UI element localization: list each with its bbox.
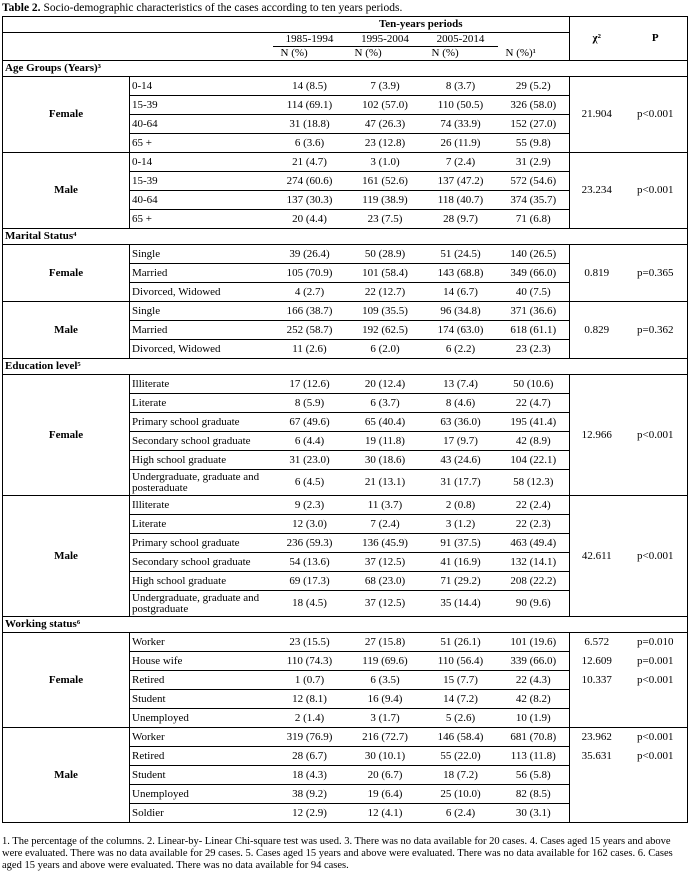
count-percent-cell: 30 (3.1) xyxy=(498,804,570,823)
p-value xyxy=(624,785,688,804)
chi-square-value: 35.631 xyxy=(581,749,612,762)
count-percent-cell: 14 (8.5) xyxy=(273,77,347,96)
table-caption-text: Socio-demographic characteristics of the cases according to ten years periods. xyxy=(40,2,403,14)
count-percent-cell: 22 (4.3) xyxy=(498,671,570,690)
count-percent-cell: 30 (18.6) xyxy=(347,451,424,470)
row-label: Primary school graduate xyxy=(130,534,273,553)
count-percent-cell: 8 (5.9) xyxy=(273,394,347,413)
count-percent-cell: 2 (1.4) xyxy=(294,711,325,724)
count-percent-cell: 91 (37.5) xyxy=(424,534,498,553)
p-value: p=0.365 xyxy=(637,266,674,279)
count-percent-cell: 19 (6.4) xyxy=(347,785,424,804)
count-percent-cell: 23 (2.3) xyxy=(498,340,570,359)
count-percent-cell: 18 (4.3) xyxy=(273,766,347,785)
count-percent-cell: 47 (26.3) xyxy=(347,115,424,134)
count-percent-cell: 118 (40.7) xyxy=(424,191,498,210)
count-percent-cell: 140 (26.5) xyxy=(498,245,570,264)
count-percent-cell: 113 (11.8) xyxy=(498,747,570,766)
count-percent-cell: 40 (7.5) xyxy=(498,283,570,302)
count-percent-cell: 236 (59.3) xyxy=(273,534,347,553)
count-percent-cell: 137 (30.3) xyxy=(273,191,347,210)
row-label: Student xyxy=(130,766,273,785)
count-percent-cell: 5 (2.6) xyxy=(445,711,476,724)
row-label: Undergraduate, graduate and postgraduate xyxy=(132,591,260,615)
count-percent-cell: 11 (2.6) xyxy=(292,342,327,355)
count-percent-cell: 26 (11.9) xyxy=(440,136,481,149)
count-percent-cell: 23 (15.5) xyxy=(273,633,347,652)
table-caption-label: Table 2. xyxy=(2,2,41,14)
count-percent-cell: 463 (49.4) xyxy=(498,534,570,553)
chi-square-value xyxy=(570,690,624,709)
p-value xyxy=(624,766,688,785)
section-header-row xyxy=(3,229,688,245)
p-value: p<0.001 xyxy=(624,496,688,617)
count-percent-cell: 3 (1.0) xyxy=(347,153,424,172)
count-percent-cell: 326 (58.0) xyxy=(498,96,570,115)
count-percent-cell: 6 (3.6) xyxy=(294,136,325,149)
p-value: p<0.001 xyxy=(624,728,688,747)
chi-square-value: 12.609 xyxy=(581,654,612,667)
count-percent-cell: 1 (0.7) xyxy=(273,671,347,690)
count-percent-cell: 6 (2.2) xyxy=(445,342,476,355)
count-percent-cell: 55 (22.0) xyxy=(424,747,498,766)
count-percent-cell: 9 (2.3) xyxy=(273,496,347,515)
table-caption xyxy=(2,2,402,14)
p-value: p=0.362 xyxy=(624,302,688,359)
row-label: Student xyxy=(130,690,273,709)
count-percent-cell: 146 (58.4) xyxy=(424,728,498,747)
count-percent-cell: 58 (12.3) xyxy=(498,470,570,496)
n-percent-header: N (%) xyxy=(431,47,459,59)
count-percent-cell: 43 (24.6) xyxy=(424,451,498,470)
count-percent-cell: 6 (4.5) xyxy=(294,476,325,488)
count-percent-cell: 28 (6.7) xyxy=(273,747,347,766)
count-percent-cell: 38 (9.2) xyxy=(273,785,347,804)
count-percent-cell: 101 (19.6) xyxy=(498,633,570,652)
count-percent-cell: 69 (17.3) xyxy=(273,572,347,591)
count-percent-cell: 22 (12.7) xyxy=(364,285,406,298)
count-percent-cell: 41 (16.9) xyxy=(424,553,498,572)
ten-year-periods-header: Ten-years periods xyxy=(273,17,570,33)
count-percent-cell: 31 (17.7) xyxy=(440,476,481,488)
count-percent-cell: 8 (4.6) xyxy=(424,394,498,413)
count-percent-cell: 3 (1.7) xyxy=(370,711,400,724)
row-label: Illiterate xyxy=(130,496,273,515)
row-label: Single xyxy=(130,245,273,264)
row-label: Unemployed xyxy=(132,711,189,724)
chi-square-value: 10.337 xyxy=(581,673,612,686)
count-percent-cell: 137 (47.2) xyxy=(424,172,498,191)
count-percent-cell: 29 (5.2) xyxy=(498,77,570,96)
count-percent-cell: 6 (4.4) xyxy=(273,432,347,451)
period-header: 2005-2014 xyxy=(424,33,498,47)
count-percent-cell: 23 (12.8) xyxy=(364,136,406,149)
count-percent-cell: 37 (12.5) xyxy=(347,553,424,572)
count-percent-cell: 6 (2.4) xyxy=(445,806,476,819)
chi-square-value: 23.962 xyxy=(570,728,624,747)
count-percent-cell: 6 (2.0) xyxy=(370,342,400,355)
p-value xyxy=(624,709,688,728)
demographics-table xyxy=(2,16,688,823)
row-label: Undergraduate, graduate and posteraduate xyxy=(132,470,260,494)
row-label: 0-14 xyxy=(130,153,273,172)
count-percent-cell: 20 (6.7) xyxy=(347,766,424,785)
table-row xyxy=(3,496,688,515)
n-percent-header: N (%)¹ xyxy=(505,46,536,59)
count-percent-cell: 114 (69.1) xyxy=(273,96,347,115)
p-value: p=0.010 xyxy=(637,635,674,648)
count-percent-cell: 105 (70.9) xyxy=(273,264,347,283)
count-percent-cell: 28 (9.7) xyxy=(443,212,478,225)
n-percent-header: N (%) xyxy=(280,47,308,59)
count-percent-cell: 6 (3.5) xyxy=(347,671,424,690)
row-label: Divorced, Widowed xyxy=(132,285,221,298)
row-label: Married xyxy=(130,321,273,340)
count-percent-cell: 274 (60.6) xyxy=(273,172,347,191)
count-percent-cell: 37 (12.5) xyxy=(364,597,406,609)
group-label: Male xyxy=(3,728,130,823)
count-percent-cell: 71 (6.8) xyxy=(498,210,570,229)
count-percent-cell: 17 (9.7) xyxy=(424,432,498,451)
group-label: Male xyxy=(3,153,130,229)
table-body xyxy=(3,61,688,823)
chi-square-value xyxy=(570,766,624,785)
count-percent-cell: 13 (7.4) xyxy=(424,375,498,394)
table-row xyxy=(3,302,688,321)
p-value xyxy=(624,804,688,823)
count-percent-cell: 22 (2.3) xyxy=(498,515,570,534)
count-percent-cell: 74 (33.9) xyxy=(424,115,498,134)
group-label: Female xyxy=(3,375,130,496)
count-percent-cell: 54 (13.6) xyxy=(273,553,347,572)
table-footnote: 1. The percentage of the columns. 2. Linear-by- Linear Chi-square test was used. 3. There was no data available for 20 cases. 4. Cases aged 15 years and above were evaluated. There was no data available for 29 cases. 5. Cases aged 15 years and above were evaluated. There was no data available for 162 cases. 6. Cases aged 15 years and above were evaluated. There was no data available for 94 cases. xyxy=(2,836,673,871)
count-percent-cell: 22 (2.4) xyxy=(498,496,570,515)
count-percent-cell: 681 (70.8) xyxy=(498,728,570,747)
p-value: p<0.001 xyxy=(637,673,674,686)
count-percent-cell: 110 (50.5) xyxy=(424,96,498,115)
row-label: 65 + xyxy=(132,212,152,225)
count-percent-cell: 174 (63.0) xyxy=(424,321,498,340)
count-percent-cell: 15 (7.7) xyxy=(424,671,498,690)
row-label: Literate xyxy=(130,515,273,534)
row-label: 0-14 xyxy=(130,77,273,96)
count-percent-cell: 50 (28.9) xyxy=(347,245,424,264)
row-label: Illiterate xyxy=(130,375,273,394)
table-row xyxy=(3,153,688,172)
period-header: 1995-2004 xyxy=(347,33,424,47)
count-percent-cell: 31 (23.0) xyxy=(273,451,347,470)
count-percent-cell: 23 (7.5) xyxy=(367,212,403,225)
section-header-row xyxy=(3,617,688,633)
chi-square-value: 6.572 xyxy=(584,635,610,648)
count-percent-cell: 166 (38.7) xyxy=(273,302,347,321)
group-label: Female xyxy=(3,633,130,728)
count-percent-cell: 101 (58.4) xyxy=(347,264,424,283)
count-percent-cell: 50 (10.6) xyxy=(498,375,570,394)
count-percent-cell: 216 (72.7) xyxy=(347,728,424,747)
count-percent-cell: 39 (26.4) xyxy=(273,245,347,264)
n-percent-header: N (%) xyxy=(354,47,382,59)
row-label: Retired xyxy=(130,747,273,766)
count-percent-cell: 119 (38.9) xyxy=(347,191,424,210)
group-label: Male xyxy=(3,302,130,359)
row-label: 40-64 xyxy=(130,191,273,210)
row-label: Worker xyxy=(130,728,273,747)
chi-square-value xyxy=(570,709,624,728)
count-percent-cell: 96 (34.8) xyxy=(424,302,498,321)
count-percent-cell: 22 (4.7) xyxy=(498,394,570,413)
count-percent-cell: 18 (7.2) xyxy=(424,766,498,785)
count-percent-cell: 208 (22.2) xyxy=(498,572,570,591)
count-percent-cell: 14 (6.7) xyxy=(443,285,478,298)
row-label: Primary school graduate xyxy=(130,413,273,432)
row-label: Married xyxy=(130,264,273,283)
count-percent-cell: 12 (3.0) xyxy=(273,515,347,534)
count-percent-cell: 8 (3.7) xyxy=(424,77,498,96)
count-percent-cell: 618 (61.1) xyxy=(498,321,570,340)
count-percent-cell: 12 (8.1) xyxy=(273,690,347,709)
chi-square-value: 23.234 xyxy=(570,153,624,229)
count-percent-cell: 68 (23.0) xyxy=(347,572,424,591)
chi-square-value: 21.904 xyxy=(581,108,612,120)
section-title: Education level⁵ xyxy=(3,359,688,375)
count-percent-cell: 572 (54.6) xyxy=(498,172,570,191)
count-percent-cell: 51 (26.1) xyxy=(424,633,498,652)
row-label: High school graduate xyxy=(130,451,273,470)
p-value-header: P xyxy=(651,32,659,44)
p-value: p<0.001 xyxy=(637,108,674,120)
chi-square-value: 42.611 xyxy=(570,496,624,617)
table-row xyxy=(3,633,688,652)
count-percent-cell: 6 (3.7) xyxy=(347,394,424,413)
count-percent-cell: 14 (7.2) xyxy=(424,690,498,709)
count-percent-cell: 119 (69.6) xyxy=(347,652,424,671)
chi-square-value: 0.829 xyxy=(570,302,624,359)
group-label: Female xyxy=(3,245,130,302)
count-percent-cell: 18 (4.5) xyxy=(292,597,327,609)
count-percent-cell: 110 (56.4) xyxy=(424,652,498,671)
count-percent-cell: 10 (1.9) xyxy=(498,709,570,728)
group-label: Male xyxy=(3,496,130,617)
count-percent-cell: 19 (11.8) xyxy=(347,432,424,451)
row-label: Soldier xyxy=(132,806,164,819)
count-percent-cell: 110 (74.3) xyxy=(273,652,347,671)
p-value: p<0.001 xyxy=(637,749,674,762)
count-percent-cell: 63 (36.0) xyxy=(424,413,498,432)
row-label: Divorced, Widowed xyxy=(132,342,221,355)
chi-square-value xyxy=(570,804,624,823)
count-percent-cell: 3 (1.2) xyxy=(424,515,498,534)
row-label: Worker xyxy=(130,633,273,652)
count-percent-cell: 374 (35.7) xyxy=(498,191,570,210)
count-percent-cell: 82 (8.5) xyxy=(498,785,570,804)
count-percent-cell: 35 (14.4) xyxy=(440,597,481,609)
table-row xyxy=(3,245,688,264)
count-percent-cell: 12 (2.9) xyxy=(292,806,327,819)
count-percent-cell: 21 (13.1) xyxy=(364,476,406,488)
row-label: 65 + xyxy=(132,136,152,149)
row-label: Secondary school graduate xyxy=(130,553,273,572)
count-percent-cell: 55 (9.8) xyxy=(498,134,570,153)
count-percent-cell: 56 (5.8) xyxy=(498,766,570,785)
row-label: High school graduate xyxy=(130,572,273,591)
count-percent-cell: 17 (12.6) xyxy=(273,375,347,394)
table-row xyxy=(3,375,688,394)
section-header-row xyxy=(3,61,688,77)
count-percent-cell: 102 (57.0) xyxy=(347,96,424,115)
count-percent-cell: 152 (27.0) xyxy=(498,115,570,134)
count-percent-cell: 51 (24.5) xyxy=(424,245,498,264)
count-percent-cell: 20 (12.4) xyxy=(347,375,424,394)
count-percent-cell: 27 (15.8) xyxy=(347,633,424,652)
section-header-row xyxy=(3,359,688,375)
count-percent-cell: 4 (2.7) xyxy=(294,285,325,298)
row-label: 15-39 xyxy=(130,172,273,191)
count-percent-cell: 371 (36.6) xyxy=(498,302,570,321)
count-percent-cell: 31 (18.8) xyxy=(273,115,347,134)
count-percent-cell: 7 (2.4) xyxy=(424,153,498,172)
count-percent-cell: 11 (3.7) xyxy=(347,496,424,515)
count-percent-cell: 349 (66.0) xyxy=(498,264,570,283)
count-percent-cell: 339 (66.0) xyxy=(498,652,570,671)
count-percent-cell: 109 (35.5) xyxy=(347,302,424,321)
count-percent-cell: 136 (45.9) xyxy=(347,534,424,553)
chi-square-header: χ² xyxy=(570,17,624,61)
section-title: Marital Status⁴ xyxy=(3,229,688,245)
count-percent-cell: 195 (41.4) xyxy=(498,413,570,432)
count-percent-cell: 319 (76.9) xyxy=(273,728,347,747)
chi-square-value xyxy=(570,785,624,804)
chi-square-value: 0.819 xyxy=(584,266,610,279)
p-value: p<0.001 xyxy=(637,428,674,441)
group-label: Female xyxy=(3,77,130,153)
period-header: 1985-1994 xyxy=(273,33,347,47)
table-row xyxy=(3,77,688,96)
count-percent-cell: 16 (9.4) xyxy=(347,690,424,709)
chi-square-value: 12.966 xyxy=(581,428,612,441)
count-percent-cell: 143 (68.8) xyxy=(424,264,498,283)
row-label: Retired xyxy=(130,671,273,690)
row-label: 15-39 xyxy=(130,96,273,115)
count-percent-cell: 25 (10.0) xyxy=(424,785,498,804)
count-percent-cell: 12 (4.1) xyxy=(367,806,403,819)
count-percent-cell: 104 (22.1) xyxy=(498,451,570,470)
count-percent-cell: 7 (2.4) xyxy=(347,515,424,534)
count-percent-cell: 21 (4.7) xyxy=(273,153,347,172)
row-label: Secondary school graduate xyxy=(130,432,273,451)
count-percent-cell: 30 (10.1) xyxy=(347,747,424,766)
table-row xyxy=(3,728,688,747)
row-label: Single xyxy=(130,302,273,321)
row-label: House wife xyxy=(130,652,273,671)
row-label: Unemployed xyxy=(130,785,273,804)
row-label: 40-64 xyxy=(130,115,273,134)
count-percent-cell: 2 (0.8) xyxy=(424,496,498,515)
count-percent-cell: 161 (52.6) xyxy=(347,172,424,191)
section-title: Working status⁶ xyxy=(3,617,688,633)
count-percent-cell: 192 (62.5) xyxy=(347,321,424,340)
count-percent-cell: 252 (58.7) xyxy=(273,321,347,340)
section-title: Age Groups (Years)³ xyxy=(3,61,688,77)
count-percent-cell: 31 (2.9) xyxy=(498,153,570,172)
count-percent-cell: 20 (4.4) xyxy=(292,212,327,225)
count-percent-cell: 65 (40.4) xyxy=(347,413,424,432)
p-value: p<0.001 xyxy=(624,153,688,229)
count-percent-cell: 90 (9.6) xyxy=(498,591,570,617)
count-percent-cell: 7 (3.9) xyxy=(347,77,424,96)
count-percent-cell: 42 (8.2) xyxy=(498,690,570,709)
count-percent-cell: 42 (8.9) xyxy=(498,432,570,451)
p-value: p=0.001 xyxy=(637,654,674,667)
count-percent-cell: 67 (49.6) xyxy=(273,413,347,432)
count-percent-cell: 132 (14.1) xyxy=(498,553,570,572)
row-label: Literate xyxy=(130,394,273,413)
count-percent-cell: 71 (29.2) xyxy=(424,572,498,591)
p-value xyxy=(624,690,688,709)
